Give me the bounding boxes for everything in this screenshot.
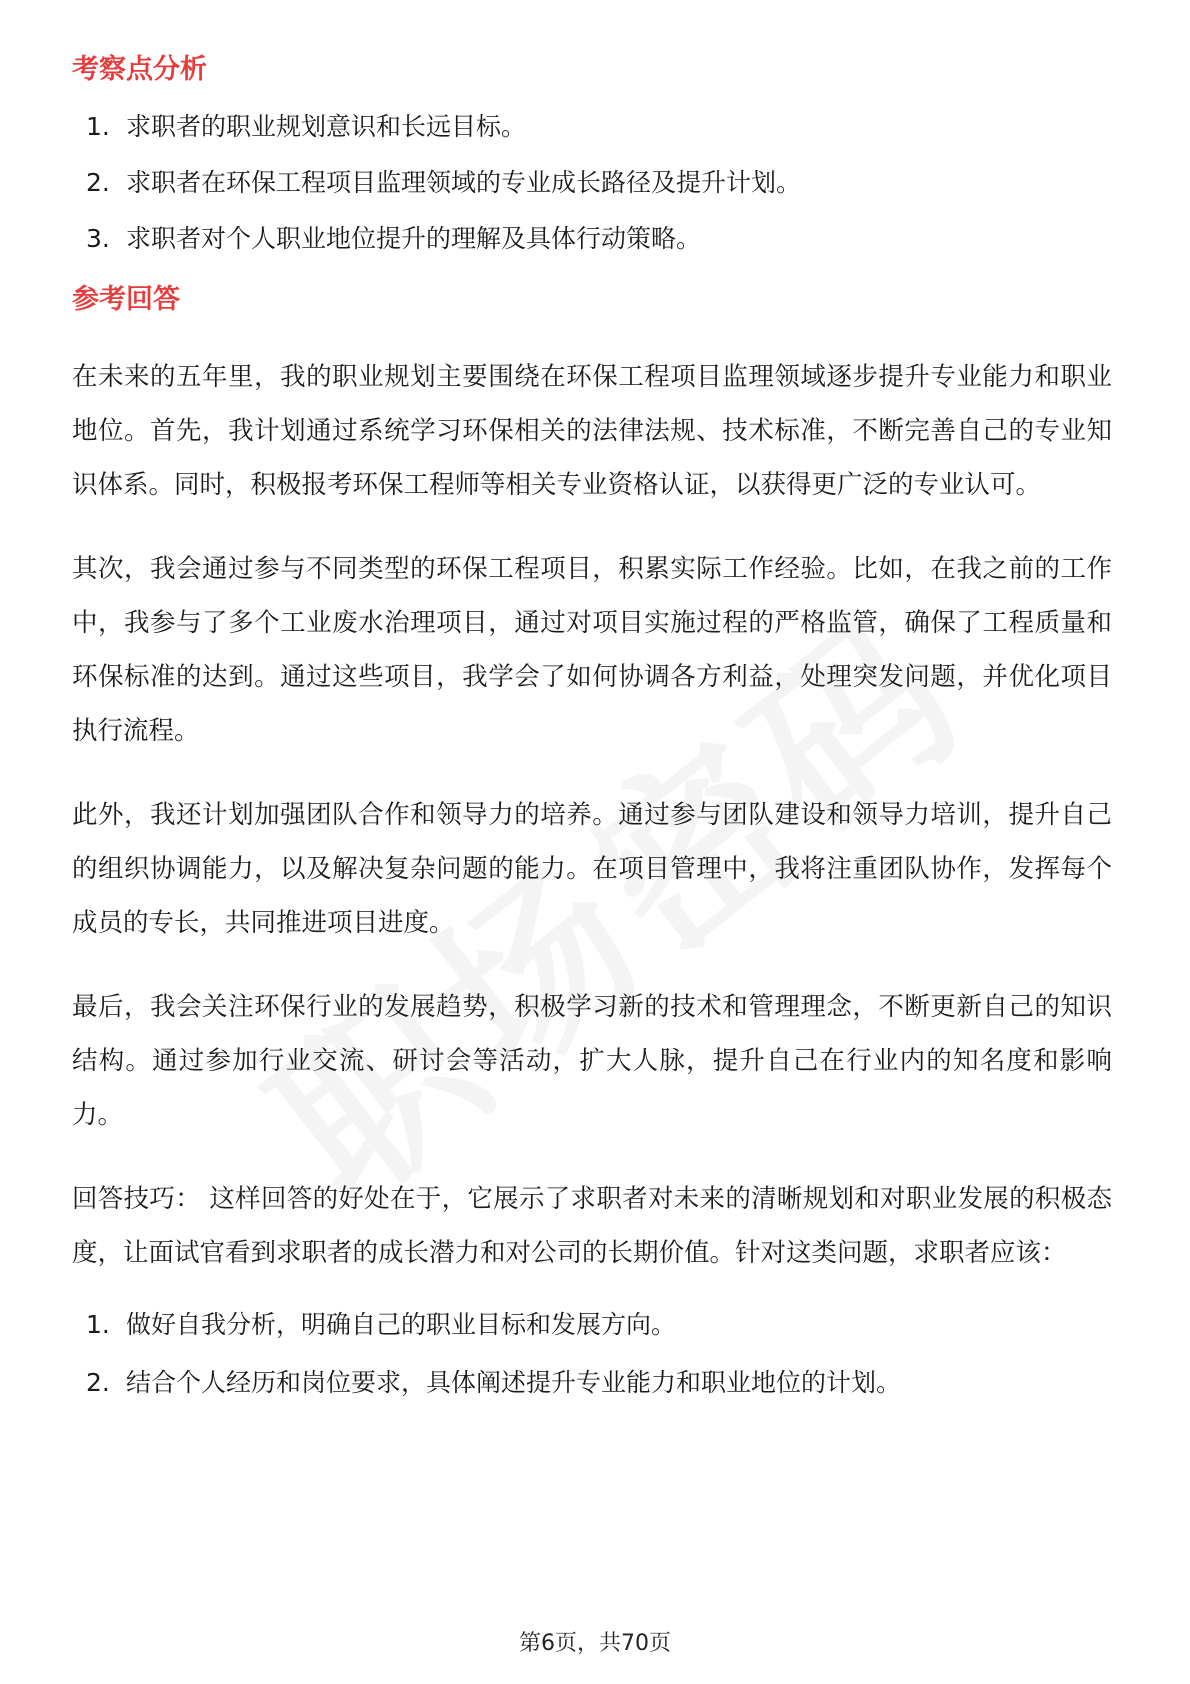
list-number: 1. — [86, 1310, 110, 1339]
answer-paragraph-4: 最后，我会关注环保行业的发展趋势，积极学习新的技术和管理理念，不断更新自己的知识结构。通过参加行业交流、研讨会等活动，扩大人脉，提升自己在行业内的知名度和影响力。 — [72, 992, 1112, 1130]
list-item — [72, 164, 1112, 202]
list-number: 2. — [86, 168, 110, 197]
analysis-heading: 考察点分析 — [72, 54, 207, 85]
list-item — [72, 220, 1112, 258]
list-text: 求职者的职业规划意识和长远目标。 — [126, 112, 527, 141]
answer-tips-paragraph: 回答技巧： 这样回答的好处在于，它展示了求职者对未来的清晰规划和对职业发展的积极态度，让面试官看到求职者的成长潜力和对公司的长期价值。针对这类问题，求职者应该： — [72, 1184, 1112, 1268]
list-item — [72, 108, 1112, 146]
document-body — [72, 50, 1112, 1422]
list-text: 做好自我分析，明确自己的职业目标和发展方向。 — [126, 1310, 677, 1339]
list-text: 求职者对个人职业地位提升的理解及具体行动策略。 — [126, 224, 702, 253]
list-number: 3. — [86, 224, 110, 253]
list-number: 1. — [86, 112, 110, 141]
tips-list — [72, 1306, 1112, 1402]
list-item — [72, 1364, 1112, 1402]
list-number: 2. — [86, 1368, 110, 1397]
answer-heading: 参考回答 — [72, 284, 180, 315]
analysis-list — [72, 108, 1112, 258]
list-text: 求职者在环保工程项目监理领域的专业成长路径及提升计划。 — [126, 168, 802, 197]
page-number: 第6页，共70页 — [519, 1631, 671, 1656]
list-item — [72, 1306, 1112, 1344]
answer-paragraph-3: 此外，我还计划加强团队合作和领导力的培养。通过参与团队建设和领导力培训，提升自己的组织协调能力，以及解决复杂问题的能力。在项目管理中，我将注重团队协作，发挥每个成员的专长，共同推进项目进度。 — [72, 800, 1112, 938]
list-text: 结合个人经历和岗位要求，具体阐述提升专业能力和职业地位的计划。 — [126, 1368, 902, 1397]
answer-paragraph-1: 在未来的五年里，我的职业规划主要围绕在环保工程项目监理领域逐步提升专业能力和职业地位。首先，我计划通过系统学习环保相关的法律法规、技术标准，不断完善自己的专业知识体系。同时，积极报考环保工程师等相关专业资格认证，以获得更广泛的专业认可。 — [72, 362, 1112, 500]
answer-paragraph-2: 其次，我会通过参与不同类型的环保工程项目，积累实际工作经验。比如，在我之前的工作中，我参与了多个工业废水治理项目，通过对项目实施过程的严格监管，确保了工程质量和环保标准的达到。通过这些项目，我学会了如何协调各方利益，处理突发问题，并优化项目执行流程。 — [72, 554, 1112, 746]
